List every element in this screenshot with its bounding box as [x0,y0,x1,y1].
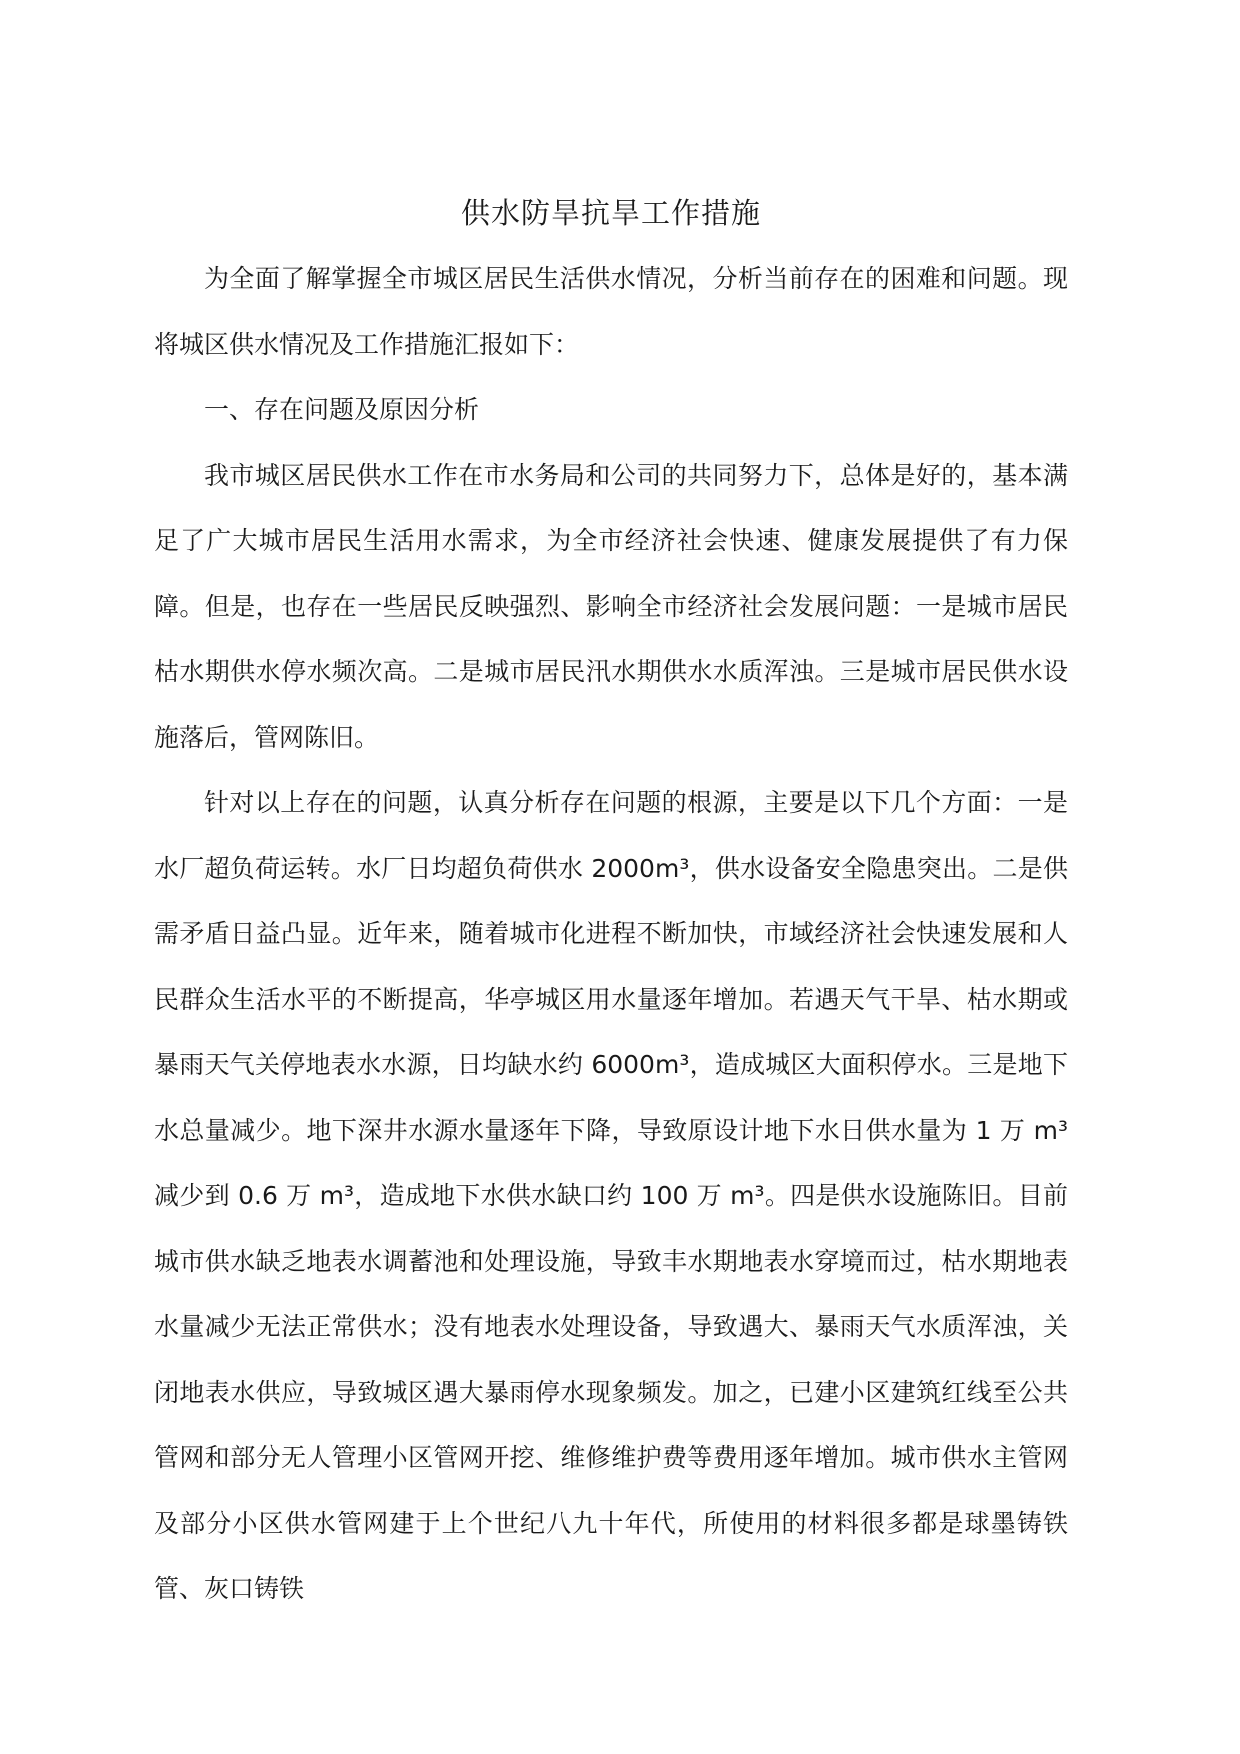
paragraph-cause-analysis: 针对以上存在的问题，认真分析存在问题的根源，主要是以下几个方面：一是水厂超负荷运转。水厂日均超负荷供水 2000m³，供水设备安全隐患突出。二是供需矛盾日益凸显。近年来，随着城市化进程不断加快，市域经济社会快速发展和人民群众生活水平的不断提高，华亭城区用水量逐年增加。若遇天气干旱、枯水期或暴雨天气关停地表水水源，日均缺水约 6000m³，造成城区大面积停水。三是地下水总量减少。地下深井水源水量逐年下降，导致原设计地下水日供水量为 1 万 m³ 减少到 0.6 万 m³，造成地下水供水缺口约 100 万 m³。四是供水设施陈旧。目前城市供水缺乏地表水调蓄池和处理设施，导致丰水期地表水穿境而过，枯水期地表水量减少无法正常供水；没有地表水处理设备，导致遇大、暴雨天气水质浑浊，关闭地表水供应，导致城区遇大暴雨停水现象频发。加之，已建小区建筑红线至公共管网和部分无人管理小区管网开挖、维修维护费等费用逐年增加。城市供水主管网及部分小区供水管网建于上个世纪八九十年代，所使用的材料很多都是球墨铸铁管、灰口铸铁 [154,788,1068,1603]
paragraph-intro: 为全面了解掌握全市城区居民生活供水情况，分析当前存在的困难和问题。现将城区供水情况及工作措施汇报如下： [154,264,1068,359]
document-title: 供水防旱抗旱工作措施 [460,196,761,230]
section-heading-1: 一、存在问题及原因分析 [204,395,480,424]
paragraph-overview: 我市城区居民供水工作在市水务局和公司的共同努力下，总体是好的，基本满足了广大城市居民生活用水需求，为全市经济社会快速、健康发展提供了有力保障。但是，也存在一些居民反映强烈、影响全市经济社会发展问题：一是城市居民枯水期供水停水频次高。二是城市居民汛水期供水水质浑浊。三是城市居民供水设施落后，管网陈旧。 [154,460,1068,752]
